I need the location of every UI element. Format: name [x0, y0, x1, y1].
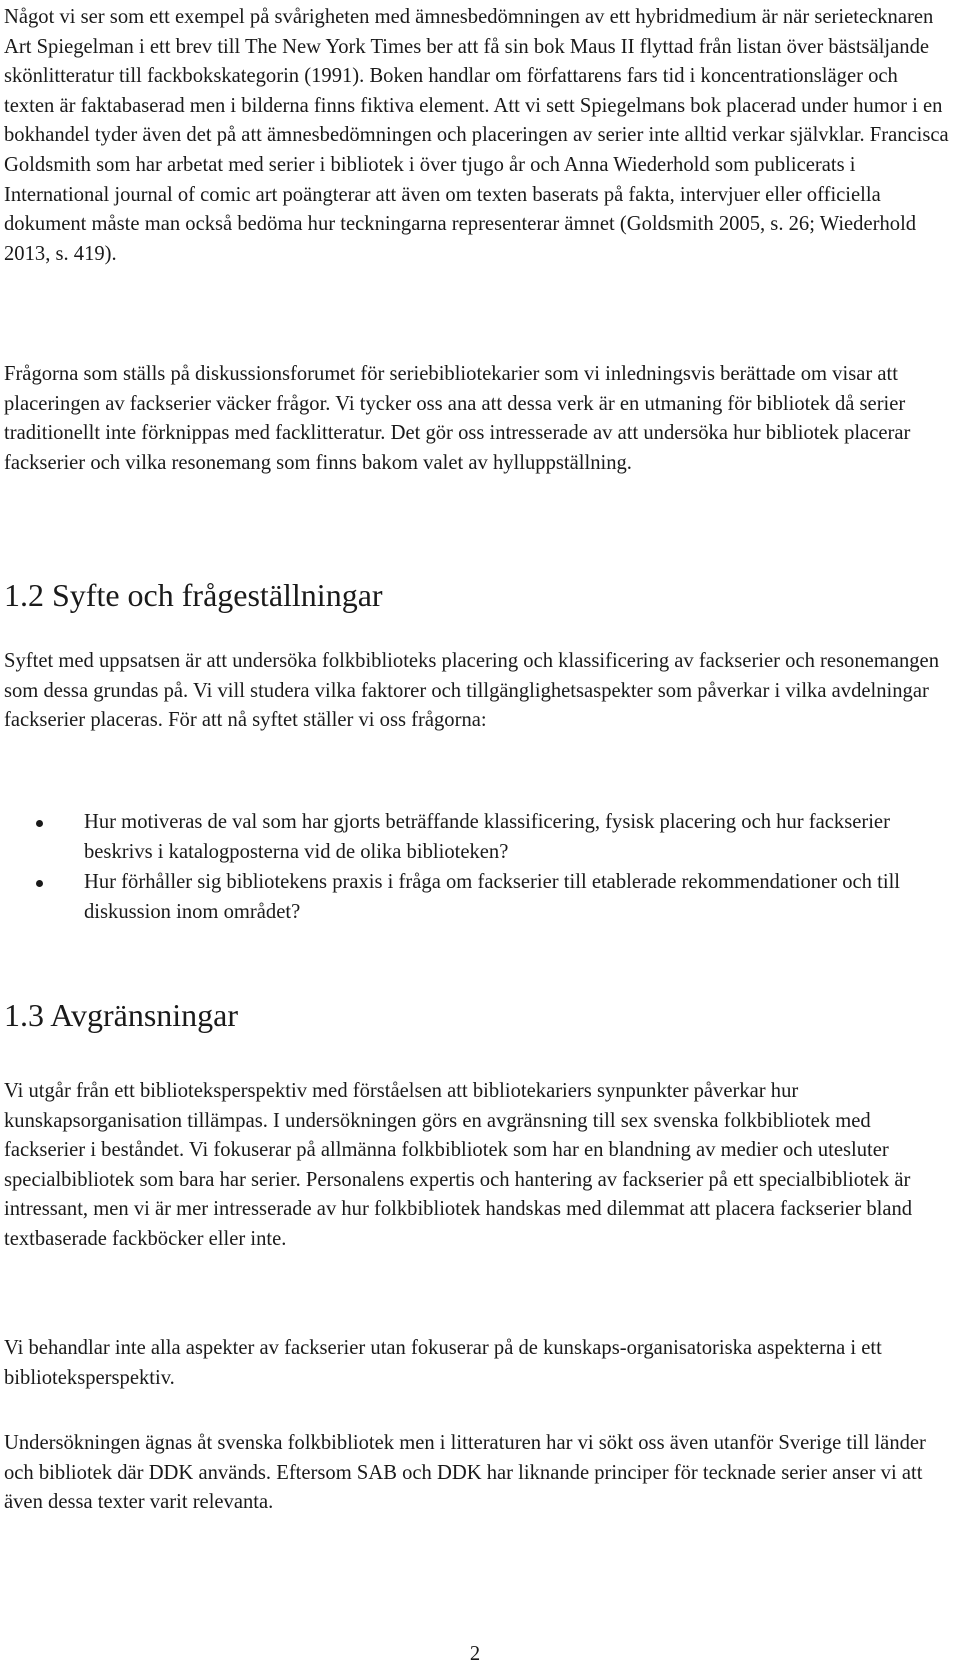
section-heading-avgransningar: 1.3 Avgränsningar [4, 997, 239, 1033]
syfte-paragraph: Syftet med uppsatsen är att undersöka folkbiblioteks placering och klassificering av fackserier och resonemangen som dessa grundas på. Vi vill studera vilka faktorer och tillgänglighetsaspekter som påverkar i vilka avdelningar fackserier placeras. För att nå syftet ställer vi oss frågorna: [4, 650, 939, 732]
bullet-icon [36, 880, 43, 887]
section-heading-syfte: 1.2 Syfte och frågeställningar [4, 577, 383, 613]
intro-paragraph: Något vi ser som ett exempel på svårigheten med ämnesbedömningen av ett hybridmedium är när serietecknaren Art Spiegelman i ett brev till The New York Times ber att få sin bok Maus II flyttad från listan över bästsäljande skönlitteratur till fackbokskategorin (1991). Boken handlar om författarens fars tid i koncentrationsläger och texten är faktabaserad men i bilderna finns fiktiva element. Att vi sett Spiegelmans bok placerad under humor i en bokhandel tyder även det på att ämnesbedömningen och placeringen av serier inte alltid verkar självklar. Francisca Goldsmith som har arbetat med serier i bibliotek i över tjugo år och Anna Wiederhold som publicerats i International journal of comic art poängterar att även om texten baserats på fakta, intervjuer eller officiella dokument måste man också bedöma hur teckningarna representerar ämnet (Goldsmith 2005, s. 26; Wiederhold 2013, s. 419). [4, 6, 949, 265]
avgransningar-paragraph-1: Vi utgår från ett biblioteksperspektiv med förståelsen att bibliotekariers synpunkter påverkar hur kunskapsorganisation tillämpas. I undersökningen görs en avgränsning till sex svenska folkbibliotek med fackserier i beståndet. Vi fokuserar på allmänna folkbibliotek som har en blandning av medier och utesluter specialbibliotek som bara har serier. Personalens expertis och hantering av fackserier på ett specialbibliotek är intressant, men vi är mer intresserade av hur folkbibliotek handskas med dilemmat att placera fackserier bland textbaserade fackböcker eller inte. [4, 1080, 913, 1250]
avgransningar-paragraph-2: Vi behandlar inte alla aspekter av fackserier utan fokuserar på de kunskaps-organisatoriska aspekterna i ett biblioteksperspektiv. [4, 1337, 882, 1389]
research-questions-list [4, 808, 950, 927]
questions-paragraph: Frågorna som ställs på diskussionsforumet för seriebibliotekarier som vi inledningsvis berättade om visar att placeringen av fackserier väcker frågor. Vi tycker oss ana att dessa verk är en utmaning för bibliotek då serier traditionellt inte förknippas med facklitteratur. Det gör oss intresserade av att undersöka hur bibliotek placerar fackserier och vilka resonemang som finns bakom valet av hylluppställning. [4, 363, 911, 474]
page-number: 2 [469, 1643, 481, 1665]
list-item [4, 808, 950, 867]
list-item-text: Hur förhåller sig bibliotekens praxis i fråga om fackserier till etablerade rekommendationer och till diskussion inom området? [84, 871, 901, 923]
avgransningar-paragraph-3: Undersökningen ägnas åt svenska folkbibliotek men i litteraturen har vi sökt oss även utanför Sverige till länder och bibliotek där DDK används. Eftersom SAB och DDK har liknande principer för tecknade serier anser vi att även dessa texter varit relevanta. [4, 1432, 926, 1514]
list-item-text: Hur motiveras de val som har gjorts beträffande klassificering, fysisk placering och hur fackserier beskrivs i katalogposterna vid de olika biblioteken? [84, 811, 890, 863]
list-item [4, 868, 950, 927]
bullet-icon [36, 820, 43, 827]
